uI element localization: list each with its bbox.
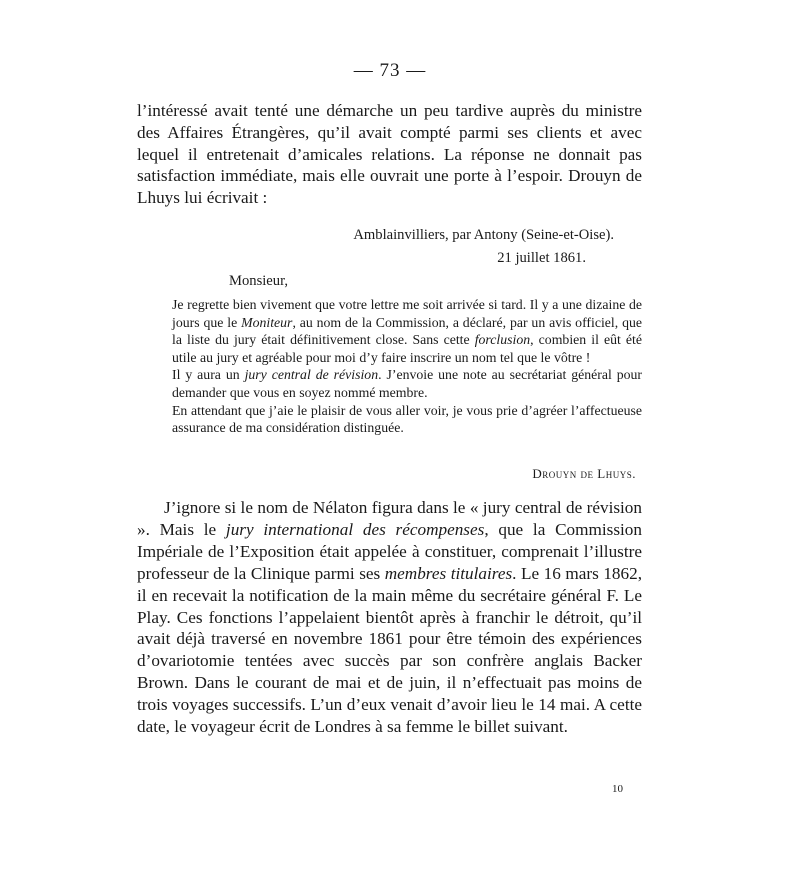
main-text: . Le 16 mars 1862, il en recevait la notification de la main même du secrétaire général F. Le Play. Ces fonctions l’appelaient bientôt après à franchir le détroit, qu’il avait déjà traversé en novembre 1861 pour être témoin des expériences d’ovariotomie tentées avec succès par son confrère anglais Backer Brown. Dans le courant de mai et de juin, il n’effectuait pas moins de trois voyages successifs. L’un d’eux venait d’avoir lieu le 14 mai. A cette date, le voyageur écrit de Londres à sa femme le billet suivant.	[137, 563, 642, 737]
letter-text: Je regrette bien vivement que votre lettre me soit arrivée si tard. Il y a une dizaine de jours que le	[172, 297, 642, 330]
letter-paragraph-2	[172, 366, 642, 401]
page-number: — 73 —	[353, 60, 427, 81]
letter-date: 21 juillet 1861.	[497, 250, 586, 266]
intro-paragraph: l’intéressé avait tenté une démarche un peu tardive auprès du ministre des Affaires Étrangères, qu’il avait compté parmi ses clients et avec lequel il entretenait d’amicales relations. La réponse ne donnait pas satisfaction immédiate, mais elle ouvrait une porte à l’espoir. Drouyn de Lhuys lui écrivait :	[137, 101, 642, 208]
main-text: J’ignore si le nom de Nélaton figura dans le « jury central de révision ». Mais le	[137, 498, 642, 539]
letter-body	[172, 296, 642, 437]
letter-signature: Drouyn de Lhuys.	[532, 466, 636, 481]
letter-paragraph-3: En attendant que j’aie le plaisir de vous aller voir, je vous prie d’agréer l’affectueuse assurance de ma considération distinguée.	[172, 402, 642, 436]
main-paragraph	[137, 497, 642, 738]
letter-emphasis: Moniteur	[241, 314, 293, 330]
letter-emphasis: forclusion	[474, 332, 531, 348]
letter-text: Il y aura un	[172, 367, 245, 383]
letter-emphasis: jury central de révision	[244, 367, 379, 383]
letter-paragraph-1	[172, 296, 642, 366]
signature-mark: 10	[612, 783, 623, 795]
main-emphasis: jury international des récompenses	[225, 519, 485, 539]
letter-text: , au nom de la Commission, a déclaré, par un avis officiel, que la liste du jury était définitivement close. Sans cette	[172, 314, 642, 348]
main-emphasis: membres titulaires	[384, 563, 513, 583]
letter-salutation: Monsieur,	[229, 273, 289, 289]
letter-place: Amblainvilliers, par Antony (Seine-et-Oise).	[353, 227, 614, 243]
main-text: , que la Commission Impériale de l’Exposition était appelée à constituer, comprenait l’illustre professeur de la Clinique parmi ses	[137, 519, 642, 583]
letter-text: , combien il eût été utile au jury et agréable pour moi d’y faire inscrire un nom tel que le vôtre !	[172, 332, 642, 365]
letter-text: . J’envoie une note au secrétariat général pour demander que vous en soyez nommé membre.	[172, 367, 643, 400]
